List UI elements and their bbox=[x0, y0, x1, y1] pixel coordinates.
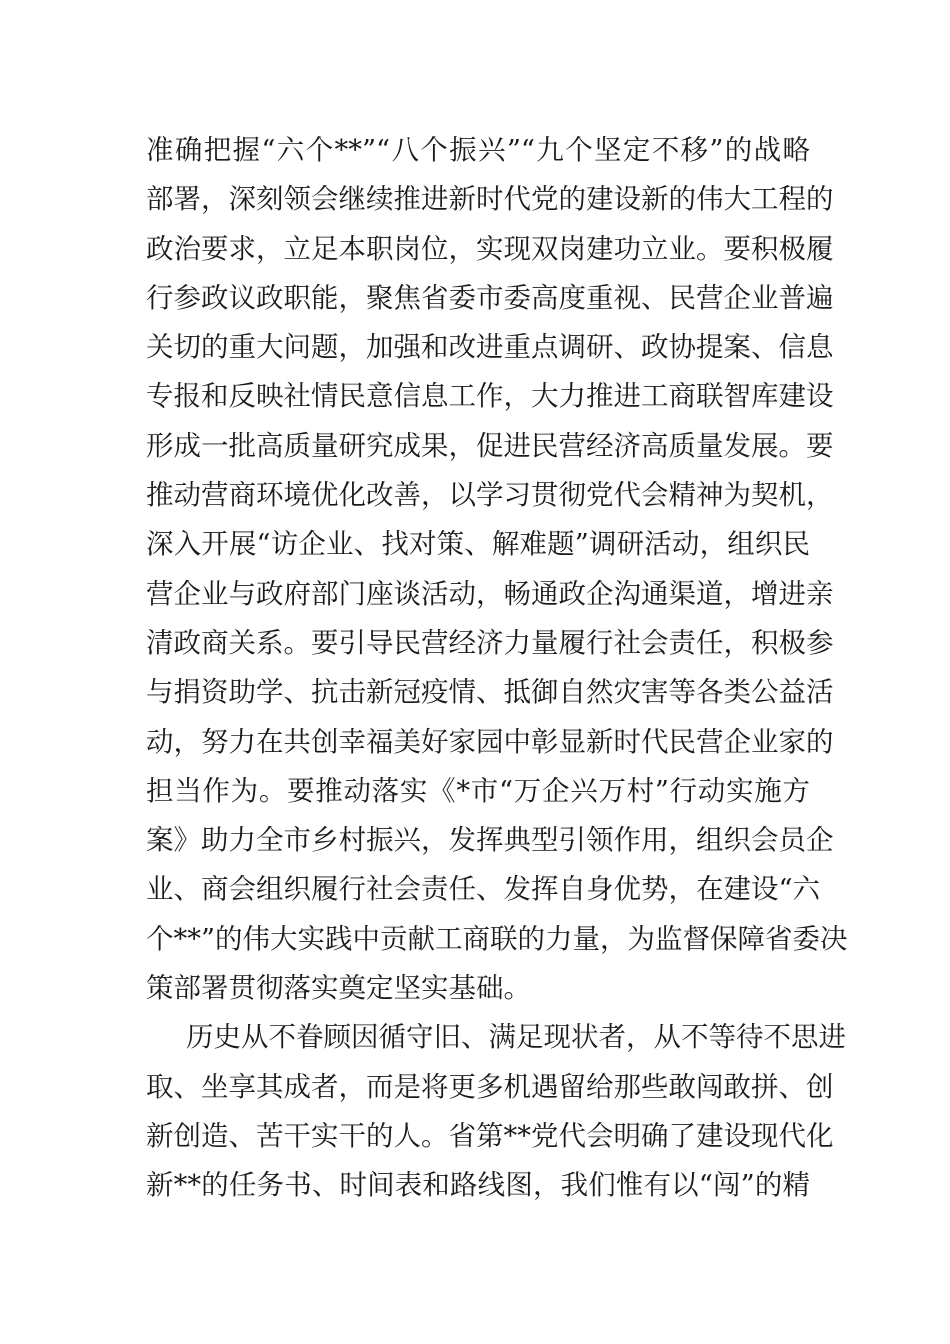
text-line: 个**”的伟大实践中贡献工商联的力量，为监督保障省委决 bbox=[146, 922, 848, 955]
text-line: 历史从不眷顾因循守旧、满足现状者，从不等待不思进 bbox=[186, 1021, 846, 1054]
text-line: 行参政议政职能，聚焦省委市委高度重视、民营企业普遍 bbox=[146, 281, 834, 314]
text-line: 动，努力在共创幸福美好家园中彰显新时代民营企业家的 bbox=[146, 725, 834, 758]
text-line: 形成一批高质量研究成果，促进民营经济高质量发展。要 bbox=[146, 429, 834, 462]
text-line: 策部署贯彻落实奠定坚实基础。 bbox=[146, 972, 531, 1005]
text-line: 营企业与政府部门座谈活动，畅通政企沟通渠道，增进亲 bbox=[146, 577, 834, 610]
text-line: 案》助力全市乡村振兴，发挥典型引领作用，组织会员企 bbox=[146, 824, 834, 857]
text-line: 与捐资助学、抗击新冠疫情、抵御自然灾害等各类公益活 bbox=[146, 676, 834, 709]
paragraph-2 bbox=[146, 1013, 846, 1210]
text-line: 担当作为。要推动落实《*市“万企兴万村”行动实施方 bbox=[146, 774, 810, 807]
text-line: 业、商会组织履行社会责任、发挥自身优势，在建设“六 bbox=[146, 873, 821, 906]
text-line: 深入开展“访企业、找对策、解难题”调研活动，组织民 bbox=[146, 528, 810, 561]
text-line: 取、坐享其成者，而是将更多机遇留给那些敢闯敢拼、创 bbox=[146, 1070, 834, 1103]
text-line: 推动营商环境优化改善，以学习贯彻党代会精神为契机， bbox=[146, 479, 834, 512]
text-line: 新创造、苦干实干的人。省第**党代会明确了建设现代化 bbox=[146, 1119, 834, 1152]
body-text bbox=[146, 126, 848, 1211]
paragraph-1 bbox=[146, 126, 848, 1013]
text-line: 政治要求，立足本职岗位，实现双岗建功立业。要积极履 bbox=[146, 232, 834, 265]
text-line: 关切的重大问题，加强和改进重点调研、政协提案、信息 bbox=[146, 331, 834, 364]
text-line: 专报和反映社情民意信息工作，大力推进工商联智库建设 bbox=[146, 380, 834, 413]
text-line: 准确把握“六个**”“八个振兴”“九个坚定不移”的战略 bbox=[146, 134, 810, 166]
text-line: 新**的任务书、时间表和路线图，我们惟有以“闯”的精 bbox=[146, 1169, 810, 1202]
text-line: 部署，深刻领会继续推进新时代党的建设新的伟大工程的 bbox=[146, 183, 834, 216]
text-line: 清政商关系。要引导民营经济力量履行社会责任，积极参 bbox=[146, 626, 834, 659]
